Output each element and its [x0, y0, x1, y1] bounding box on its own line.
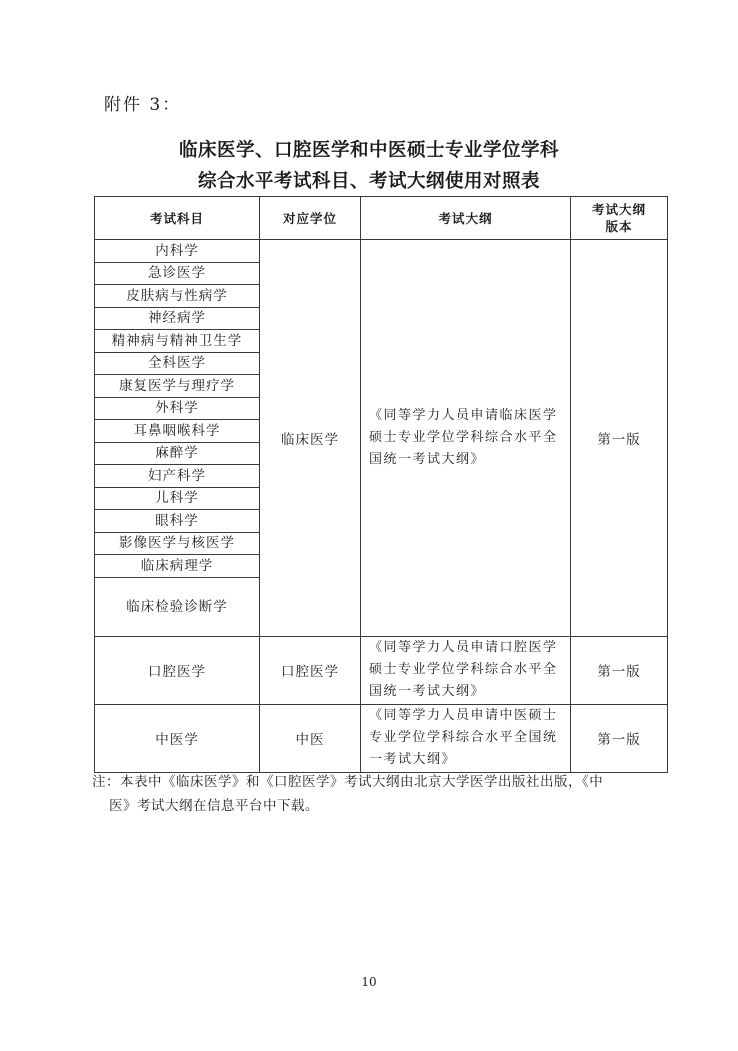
header-subject: 考试科目 — [95, 197, 260, 240]
table-row — [95, 704, 668, 772]
subject-cell: 外科学 — [95, 397, 260, 420]
document-title-line1: 临床医学、口腔医学和中医硕士专业学位学科 — [178, 140, 559, 161]
footnote — [92, 770, 652, 818]
subject-cell: 精神病与精神卫生学 — [95, 330, 260, 353]
subject-cell: 神经病学 — [95, 307, 260, 330]
header-version-line1: 考试大纲 — [591, 202, 646, 217]
subject-cell: 妇产科学 — [95, 465, 260, 488]
dental-outline-cell: 《同等学力人员申请口腔医学硕士专业学位学科综合水平全国统一考试大纲》 — [361, 636, 571, 704]
subject-cell: 内科学 — [95, 240, 260, 263]
exam-outline-table — [94, 196, 668, 773]
clinical-outline-cell: 《同等学力人员申请临床医学硕士专业学位学科综合水平全国统一考试大纲》 — [361, 240, 571, 637]
header-outline: 考试大纲 — [361, 197, 571, 240]
subject-cell: 皮肤病与性病学 — [95, 285, 260, 308]
tcm-subject-cell: 中医学 — [95, 704, 260, 772]
subject-cell: 耳鼻咽喉科学 — [95, 420, 260, 443]
dental-subject-cell: 口腔医学 — [95, 636, 260, 704]
dental-version-cell: 第一版 — [571, 636, 668, 704]
document-title-line2: 综合水平考试科目、考试大纲使用对照表 — [197, 171, 540, 192]
tcm-version-cell: 第一版 — [571, 704, 668, 772]
attachment-label: 附件 3： — [104, 95, 182, 115]
subject-cell: 临床病理学 — [95, 555, 260, 578]
subject-cell: 麻醉学 — [95, 442, 260, 465]
header-degree: 对应学位 — [260, 197, 361, 240]
subject-cell: 急诊医学 — [95, 262, 260, 285]
footnote-line2: 医》考试大纲在信息平台中下载。 — [109, 798, 319, 814]
subject-cell: 康复医学与理疗学 — [95, 375, 260, 398]
footnote-line1: 注：本表中《临床医学》和《口腔医学》考试大纲由北京大学医学出版社出版，《中 — [92, 774, 604, 790]
clinical-degree-cell: 临床医学 — [260, 240, 361, 637]
subject-cell: 眼科学 — [95, 510, 260, 533]
clinical-version-cell: 第一版 — [571, 240, 668, 637]
header-version-line2: 版本 — [605, 219, 633, 234]
table-header-row — [95, 197, 668, 240]
dental-degree-cell: 口腔医学 — [260, 636, 361, 704]
subject-cell: 儿科学 — [95, 487, 260, 510]
tcm-outline-cell: 《同等学力人员申请中医硕士专业学位学科综合水平全国统一考试大纲》 — [361, 704, 571, 772]
subject-cell: 影像医学与核医学 — [95, 532, 260, 555]
subject-cell: 临床检验诊断学 — [95, 577, 260, 636]
tcm-degree-cell: 中医 — [260, 704, 361, 772]
table-row — [95, 240, 668, 263]
page-number: 10 — [361, 975, 377, 989]
header-version — [571, 197, 668, 240]
subject-cell: 全科医学 — [95, 352, 260, 375]
table-row — [95, 636, 668, 704]
